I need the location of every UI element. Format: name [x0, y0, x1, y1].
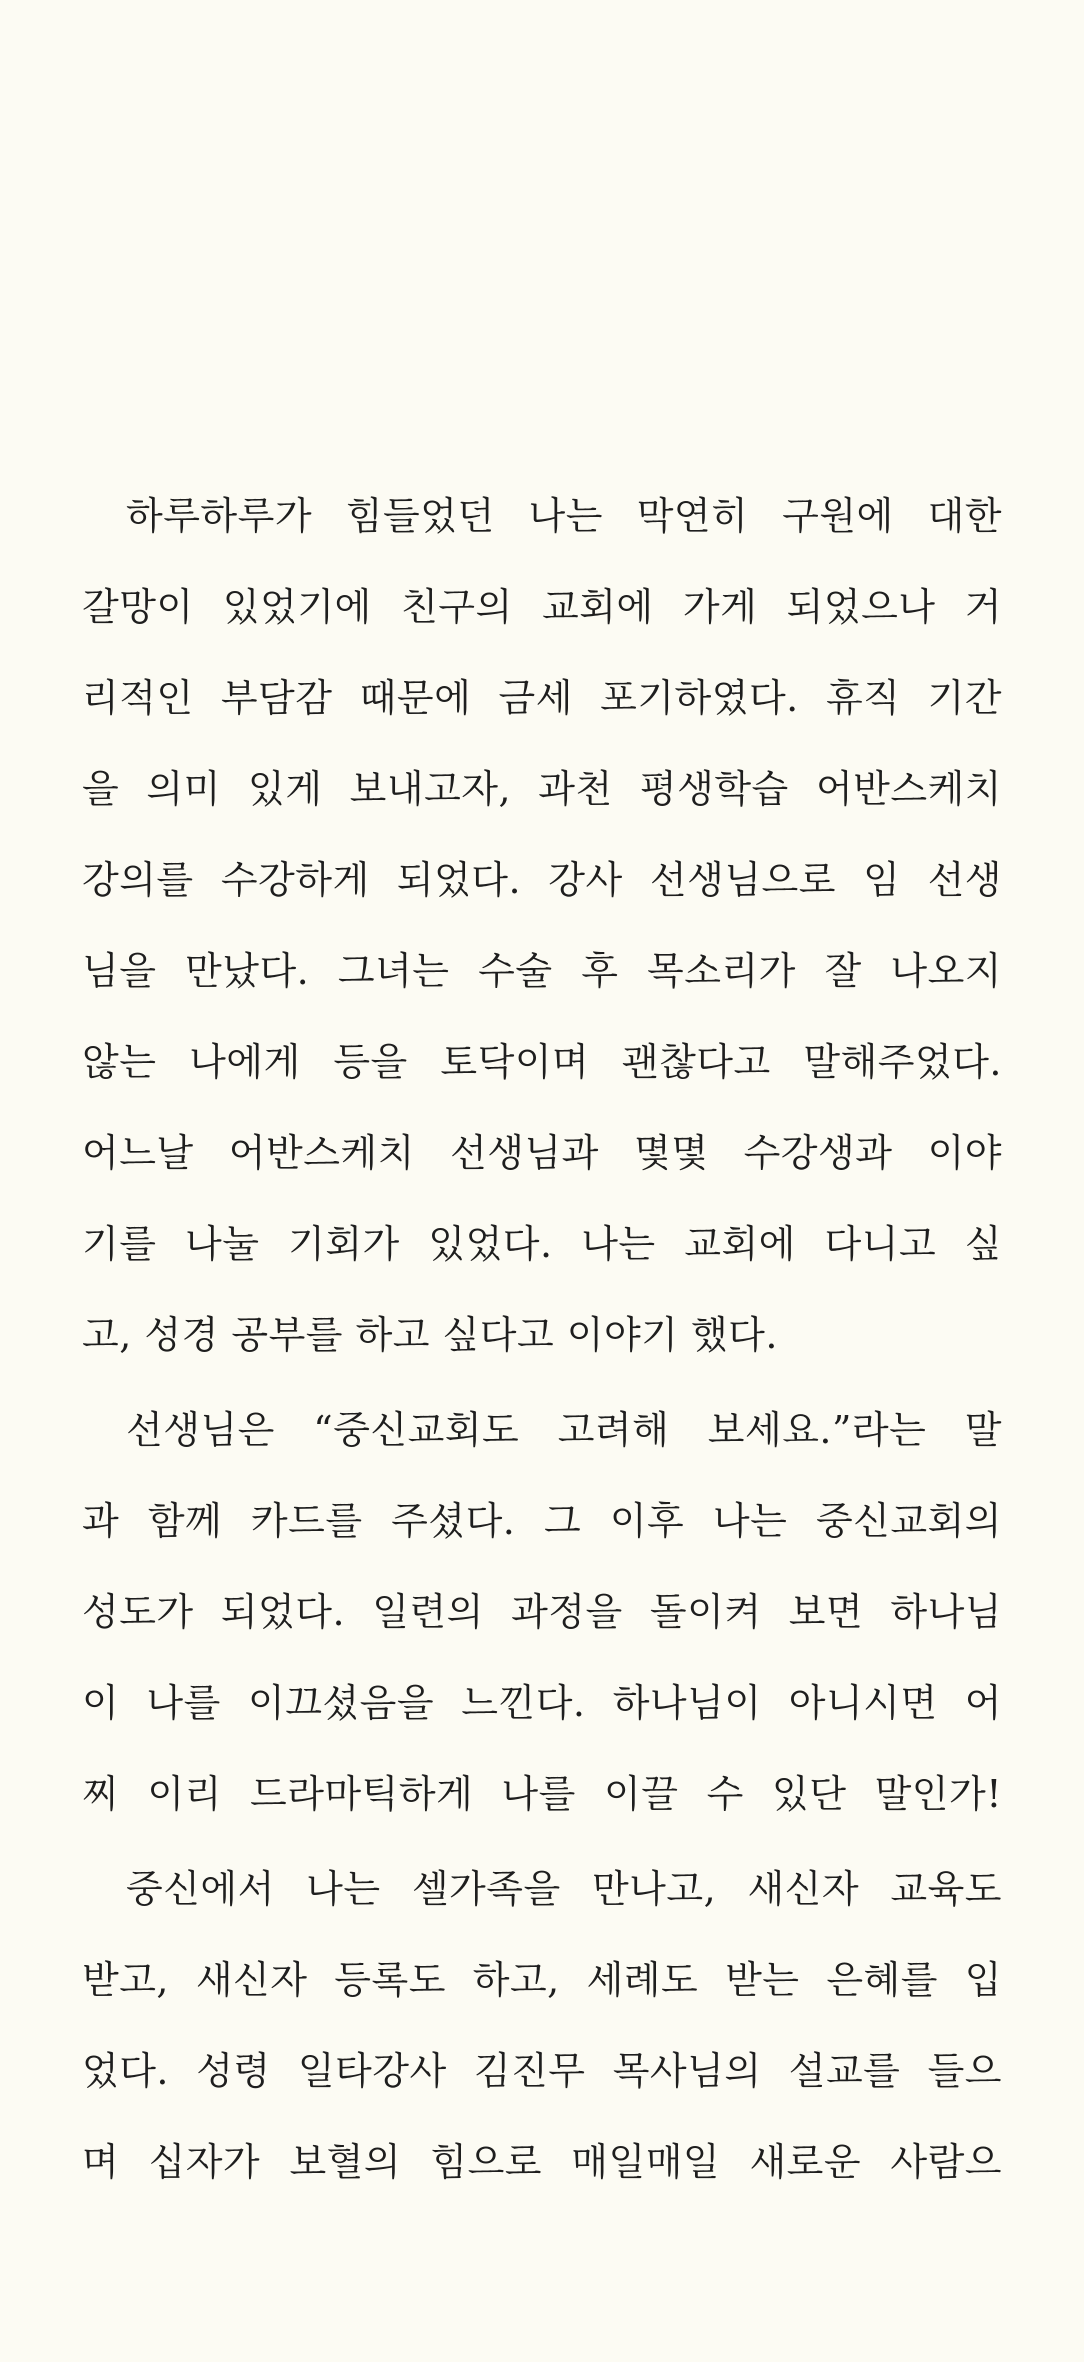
text-line: 받고, 새신자 등록도 하고, 세례도 받는 은혜를 입 [82, 1958, 1002, 2002]
text-line: 갈망이 있었기에 친구의 교회에 가게 되었으나 거 [82, 585, 1002, 629]
text-line: 리적인 부담감 때문에 금세 포기하였다. 휴직 기간 [82, 676, 1002, 720]
text-line: 이 나를 이끄셨음을 느낀다. 하나님이 아니시면 어 [82, 1681, 1002, 1725]
text-line: 을 의미 있게 보내고자, 과천 평생학습 어반스케치 [82, 767, 1002, 811]
text-line: 하루하루가 힘들었던 나는 막연히 구원에 대한 [126, 494, 1002, 538]
text-line: 님을 만났다. 그녀는 수술 후 목소리가 잘 나오지 [82, 949, 1002, 993]
text-line: 고, 성경 공부를 하고 싶다고 이야기 했다. [82, 1313, 778, 1357]
text-line: 었다. 성령 일타강사 김진무 목사님의 설교를 들으 [82, 2049, 1002, 2093]
text-line: 않는 나에게 등을 토닥이며 괜찮다고 말해주었다. [82, 1040, 1002, 1084]
text-line: 며 십자가 보혈의 힘으로 매일매일 새로운 사람으 [82, 2140, 1002, 2184]
text-line: 과 함께 카드를 주셨다. 그 이후 나는 중신교회의 [82, 1499, 1002, 1543]
text-line: 찌 이리 드라마틱하게 나를 이끌 수 있단 말인가! [82, 1772, 1002, 1816]
text-line: 성도가 되었다. 일련의 과정을 돌이켜 보면 하나님 [82, 1590, 1002, 1634]
text-line: 어느날 어반스케치 선생님과 몇몇 수강생과 이야 [82, 1131, 1002, 1175]
text-line: 기를 나눌 기회가 있었다. 나는 교회에 다니고 싶 [82, 1222, 1002, 1266]
text-line: 선생님은 “중신교회도 고려해 보세요.”라는 말 [126, 1408, 1002, 1452]
text-line: 중신에서 나는 셀가족을 만나고, 새신자 교육도 [126, 1867, 1002, 1911]
text-line: 강의를 수강하게 되었다. 강사 선생님으로 임 선생 [82, 858, 1002, 902]
